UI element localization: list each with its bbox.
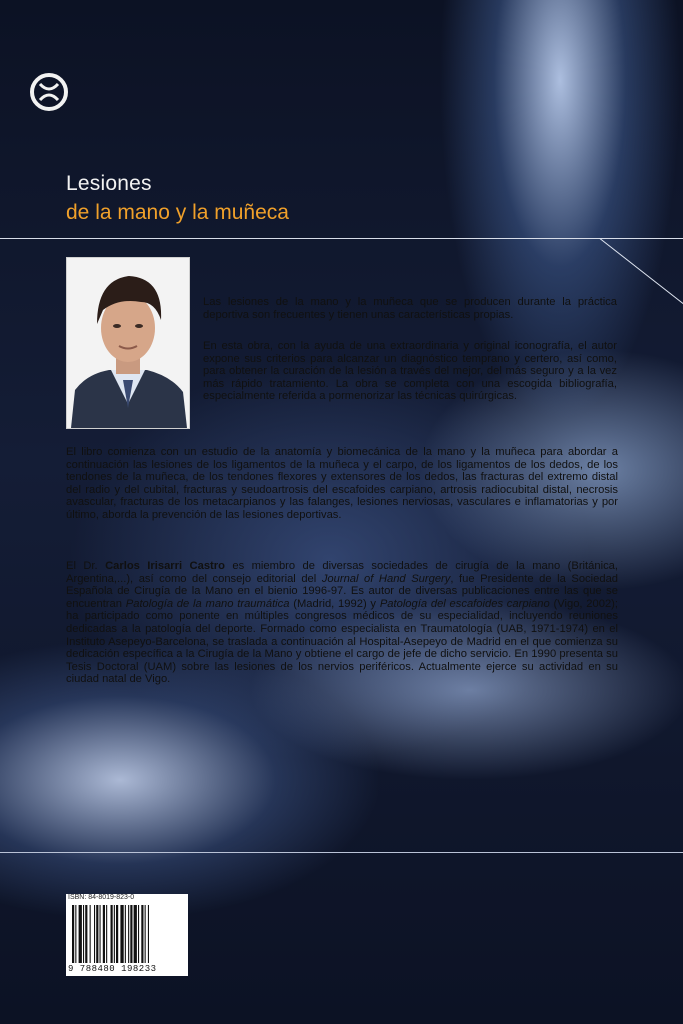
isbn-label: ISBN: 84-8019-823-0: [68, 894, 135, 901]
barcode-bar: [111, 905, 113, 963]
bio-segment-4: (Vigo, 2002); ha participado como ponente en múltiples congresos médicos de su especialidad, incluyendo reuniones dedicadas a la patología del deporte. Formado como especialista en Traumatología (UAB, 1971-1974) en el Instituto Asepeyo-Barcelona, se traslada a continuación al Hospital-Asepeyo de Madrid en el que comienza su dedicación específica a la Cirugía de la Mano y obtiene el cargo de jefe de dicho servicio. En 1990 presenta su Tesis Doctoral (UAM) sobre las lesiones de los nervios periféricos. Actualmente ejerce su actividad en su ciudad natal de Vigo.: [66, 597, 619, 686]
book-title-line2: de la mano y la muñeca: [66, 201, 289, 224]
barcode-bar: [141, 905, 143, 963]
journal-title: Journal of Hand Surgery: [321, 572, 451, 585]
barcode-bar: [75, 905, 76, 963]
bio-intro: El Dr.: [66, 560, 106, 572]
barcode-bars: [70, 905, 184, 963]
barcode-bar: [130, 905, 132, 963]
bio-segment-1: es miembro de diversas sociedades de cirugía de la mano (Británica, Argentina,...), así como del consejo editorial del: [66, 560, 618, 585]
blurb-paragraph-1: Las lesiones de la mano y la muñeca que se producen durante la práctica deportiva son frecuentes y tienen unas características propias.: [203, 296, 617, 321]
book-title-line1: Lesiones: [66, 172, 152, 195]
author-photo: [66, 257, 190, 429]
barcode-bar: [85, 905, 87, 963]
barcode-bar: [100, 905, 101, 963]
barcode-bar: [138, 905, 139, 963]
barcode-bar: [106, 905, 107, 963]
barcode-block: [66, 894, 188, 976]
barcode-bar: [79, 905, 82, 963]
top-divider: [0, 238, 683, 239]
publisher-logo-icon: [29, 72, 69, 112]
bio-segment-2: , fue Presidente de la Sociedad Española de Cirugía de la Mano en el bienio 1996-97. Es autor de diversas publicaciones entre las que se encuentran: [66, 572, 619, 610]
barcode-bar: [148, 905, 149, 963]
bio-segment-3: (Madrid, 1992) y: [289, 597, 380, 610]
blurb-paragraph-3: El libro comienza con un estudio de la anatomía y biomecánica de la mano y la muñeca para abordar a continuación las lesiones de los ligamentos de la muñeca y el carpo, de los ligamentos de los dedos, de los tendones de la muñeca, de los tendones flexores y extensores de los dedos, las fracturas del extremo distal del radio y del cubital, fracturas y seudoartrosis del escafoides carpiano, artrosis radiocubital distal, necrosis avascular, fracturas de los metacarpianos y las falanges, lesiones nerviosas, vasculares e inflamatorias y por último, aborda la prevención de las lesiones deportivas.: [66, 446, 618, 521]
barcode-bar: [128, 905, 129, 963]
barcode-bar: [116, 905, 118, 963]
barcode-bar: [83, 905, 84, 963]
barcode-bar: [72, 905, 74, 963]
barcode-bar: [103, 905, 105, 963]
barcode-bar: [145, 905, 146, 963]
book-title-1: Patología de la mano traumática: [125, 597, 290, 610]
ean-number: 9 788480 198233: [68, 964, 157, 974]
author-name: Carlos Irisarri Castro: [105, 560, 225, 572]
barcode-bar: [120, 905, 123, 963]
book-title-2: Patología del escafoides carpiano: [379, 597, 550, 610]
barcode-bar: [96, 905, 98, 963]
barcode-bar: [90, 905, 91, 963]
blurb-paragraph-2: En esta obra, con la ayuda de una extraordinaria y original iconografía, el autor expone sus criterios para alcanzar un diagnóstico temprano y certero, así como, para obtener la curación de la lesión a través del mejor, del más seguro y a la vez más rápido tratamiento. La obra se completa con una escogida bibliografía, especialmente referida a pormenorizar las técnicas quirúrgicas.: [203, 340, 617, 403]
author-bio: [66, 560, 618, 686]
barcode-bar: [94, 905, 95, 963]
bottom-divider: [0, 852, 683, 853]
barcode-bar: [125, 905, 126, 963]
barcode-bar: [114, 905, 115, 963]
barcode-bar: [134, 905, 137, 963]
